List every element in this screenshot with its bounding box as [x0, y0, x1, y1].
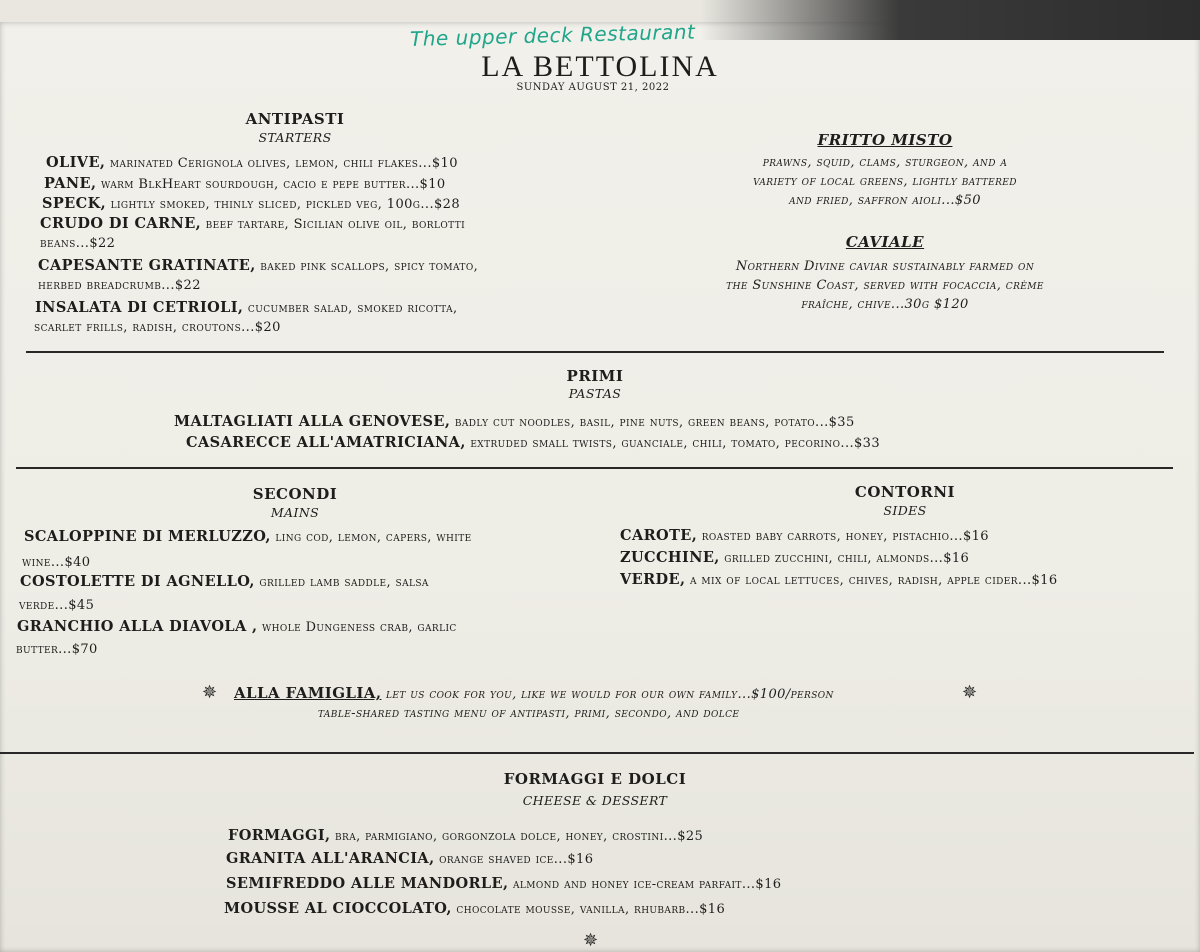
item-name: CASARECCE ALL'AMATRICIANA, — [186, 434, 466, 451]
item-name: CRUDO DI CARNE, — [40, 215, 202, 232]
famiglia-subline: table-shared tasting menu of antipasti, primi, secondo, and dolce — [318, 706, 740, 721]
menu-item — [46, 153, 458, 174]
item-continuation: verde...$45 — [19, 598, 95, 613]
menu-item — [224, 899, 725, 920]
item-desc: warm BlkHeart sourdough, cacio e pepe butter...$10 — [96, 177, 446, 192]
item-desc: ling cod, lemon, capers, white — [270, 530, 472, 545]
item-desc: grilled zucchini, chili, almonds...$16 — [719, 551, 970, 566]
item-name: SEMIFREDDO ALLE MANDORLE, — [226, 875, 509, 892]
section-divider — [0, 752, 1194, 754]
menu-item — [40, 214, 465, 235]
item-desc: lightly smoked, thinly sliced, pickled veg, 100g...$28 — [106, 197, 460, 212]
caviale-title: CAVIALE — [845, 233, 925, 251]
item-name: ZUCCHINE, — [620, 549, 720, 566]
primi-subtitle: PASTAS — [568, 386, 622, 401]
menu-item — [42, 194, 460, 215]
antipasti-subtitle: STARTERS — [258, 130, 332, 145]
fritto-misto-desc — [680, 153, 1090, 210]
item-continuation: wine...$40 — [22, 555, 91, 570]
restaurant-title: LA BETTOLINA — [481, 50, 719, 83]
item-name: SCALOPPINE DI MERLUZZO, — [24, 528, 271, 545]
menu-item — [186, 433, 880, 454]
item-continuation: butter...$70 — [16, 642, 98, 657]
compass-star-icon: ✵ — [583, 930, 599, 951]
item-continuation: herbed breadcrumb...$22 — [38, 278, 201, 293]
item-continuation: scarlet frills, radish, croutons...$20 — [34, 320, 281, 335]
menu-item — [620, 526, 989, 547]
item-name: FORMAGGI, — [228, 827, 331, 844]
item-desc: marinated Cerignola olives, lemon, chili flakes...$10 — [105, 156, 458, 171]
compass-star-icon: ✵ — [202, 682, 218, 703]
item-desc: bra, parmigiano, gorgonzola dolce, honey, crostini...$25 — [330, 829, 704, 844]
caviale-desc — [660, 257, 1110, 314]
famiglia-line — [234, 684, 834, 702]
item-name: MALTAGLIATI ALLA GENOVESE, — [174, 413, 451, 430]
formaggi-title: FORMAGGI E DOLCI — [503, 770, 687, 788]
menu-date: SUNDAY AUGUST 21, 2022 — [516, 82, 670, 93]
menu-item — [44, 174, 446, 195]
item-name: GRANITA ALL'ARANCIA, — [226, 850, 435, 867]
menu-item — [20, 572, 429, 593]
desc-line: prawns, squid, clams, sturgeon, and a — [762, 155, 1008, 170]
desc-line: fraîche, chive...30g $120 — [801, 297, 969, 312]
item-continuation: beans...$22 — [40, 236, 116, 251]
formaggi-subtitle: CHEESE & DESSERT — [522, 793, 668, 808]
section-divider — [16, 467, 1173, 469]
item-desc: beef tartare, Sicilian olive oil, borlotti — [201, 217, 466, 232]
item-name: CAPESANTE GRATINATE, — [38, 257, 256, 274]
secondi-subtitle: MAINS — [270, 505, 320, 520]
item-name: VERDE, — [620, 571, 686, 588]
secondi-title: SECONDI — [252, 485, 338, 503]
menu-item — [228, 826, 703, 847]
menu-item — [620, 570, 1058, 591]
item-name: OLIVE, — [46, 154, 106, 171]
item-name: PANE, — [44, 175, 97, 192]
antipasti-title: ANTIPASTI — [245, 110, 345, 128]
item-desc: whole Dungeness crab, garlic — [257, 620, 457, 635]
desc-line: and fried, saffron aioli...$50 — [789, 193, 981, 208]
item-name: INSALATA DI CETRIOLI, — [35, 299, 244, 316]
item-desc: cucumber salad, smoked ricotta, — [243, 301, 458, 316]
famiglia-title: ALLA FAMIGLIA, — [234, 684, 382, 702]
menu-item — [174, 412, 855, 433]
menu-item — [620, 548, 969, 569]
compass-star-icon: ✵ — [962, 682, 978, 703]
item-desc: a mix of local lettuces, chives, radish, apple cider...$16 — [685, 573, 1058, 588]
item-desc: orange shaved ice...$16 — [434, 852, 594, 867]
item-desc: chocolate mousse, vanilla, rhubarb...$16 — [451, 902, 726, 917]
contorni-title: CONTORNI — [854, 483, 956, 501]
item-desc: almond and honey ice-cream parfait...$16 — [508, 877, 782, 892]
menu-item — [24, 527, 472, 548]
primi-title: PRIMI — [566, 367, 624, 385]
item-name: COSTOLETTE DI AGNELLO, — [20, 573, 255, 590]
menu-item — [35, 298, 458, 319]
fritto-misto-title: FRITTO MISTO — [817, 131, 953, 149]
item-desc: badly cut noodles, basil, pine nuts, green beans, potato...$35 — [450, 415, 855, 430]
desc-line: Northern Divine caviar sustainably farmed on — [735, 259, 1035, 274]
desc-line: variety of local greens, lightly battered — [753, 174, 1017, 189]
item-name: GRANCHIO ALLA DIAVOLA , — [17, 618, 258, 635]
section-divider — [26, 351, 1164, 353]
menu-item — [226, 849, 593, 870]
item-desc: grilled lamb saddle, salsa — [254, 575, 429, 590]
menu-item — [226, 874, 781, 895]
item-name: MOUSSE AL CIOCCOLATO, — [224, 900, 452, 917]
menu-item — [38, 256, 478, 277]
handwritten-note: The upper deck Restaurant — [409, 19, 696, 51]
contorni-subtitle: SIDES — [883, 503, 927, 518]
item-name: SPECK, — [42, 195, 107, 212]
desc-line: the Sunshine Coast, served with focaccia, crème — [726, 278, 1044, 293]
famiglia-desc: let us cook for you, like we would for our own family...$100/person — [381, 687, 834, 702]
menu-item — [17, 617, 457, 638]
item-desc: roasted baby carrots, honey, pistachio...$16 — [697, 529, 989, 544]
item-desc: extruded small twists, guanciale, chili, tomato, pecorino...$33 — [465, 436, 881, 451]
item-name: CAROTE, — [620, 527, 698, 544]
item-desc: baked pink scallops, spicy tomato, — [255, 259, 479, 274]
